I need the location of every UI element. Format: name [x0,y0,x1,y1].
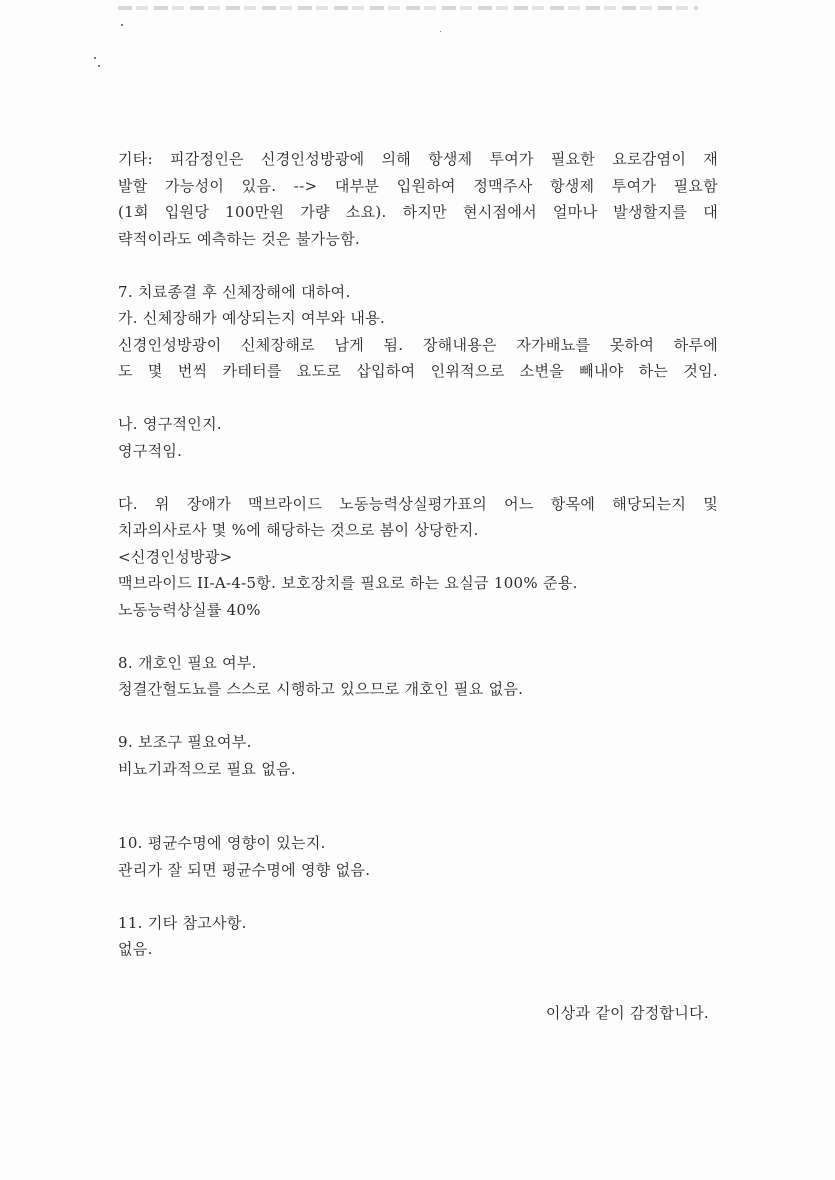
text-line: 관리가 잘 되면 평균수명에 영향 없음. [118,860,371,879]
section-8 [118,650,718,703]
section-heading: 11. 기타 참고사항. [118,913,247,932]
text-line: (1회 입원당 100만원 가량 소요). 하지만 현시점에서 얼마나 발생할지를 대 [118,203,718,221]
subsection-heading: 다. 위 장애가 맥브라이드 노동능력상실평가표의 어느 항목에 해당되는지 및 [118,494,718,513]
section-heading: 10. 평균수명에 영향이 있는지. [118,834,326,852]
text-line: <신경인성방광> [118,547,233,566]
scan-artifact-top [118,6,698,10]
text-line: 치과의사로사 몇 %에 해당하는 것으로 봄이 상당한지. [118,521,479,539]
text-line: 비뇨기과적으로 필요 없음. [118,759,296,778]
text-line: 영구적임. [118,441,183,460]
section-etc [118,146,718,252]
text-line: 청결간헐도뇨를 스스로 시행하고 있으므로 개호인 필요 없음. [118,680,524,698]
text-line: 도 몇 번씩 카테터를 요도로 삽입하여 인위적으로 소변을 빼내야 하는 것임. [118,362,718,380]
section-heading: 7. 치료종결 후 신체장해에 대하여. [118,282,351,301]
section-heading: 9. 보조구 필요여부. [118,733,252,751]
scan-speck [98,65,100,67]
text-line: 신경인성방광이 신체장해로 남게 됨. 장해내용은 자가배뇨를 못하여 하루에 [118,335,718,354]
text-line: 맥브라이드 II-A-4-5항. 보호장치를 필요로 하는 요실금 100% 준용. [118,574,578,592]
scan-speck [94,57,96,59]
closing-statement: 이상과 같이 감정합니다. [545,1004,709,1022]
section-9 [118,729,718,782]
section-11 [118,910,718,963]
text-line: 기타: 피감정인은 신경인성방광에 의해 항생제 투여가 필요한 요로감염이 재 [118,150,718,168]
section-7c [118,491,718,624]
section-10 [118,830,718,883]
section-heading: 8. 개호인 필요 여부. [118,653,257,672]
section-7b [118,411,718,464]
text-line: 없음. [118,940,153,958]
text-line: 노동능력상실률 40% [118,600,261,619]
section-7 [118,279,718,385]
subsection-heading: 나. 영구적인지. [118,415,222,433]
text-line: 발할 가능성이 있음. --> 대부분 입원하여 정맥주사 항생제 투여가 필요함 [118,176,718,195]
scan-speck [121,24,123,26]
subsection-heading: 가. 신체장해가 예상되는지 여부와 내용. [118,309,386,327]
text-line: 략적이라도 예측하는 것은 불가능함. [118,229,361,248]
scan-speck [440,31,441,32]
document-body [118,146,718,963]
